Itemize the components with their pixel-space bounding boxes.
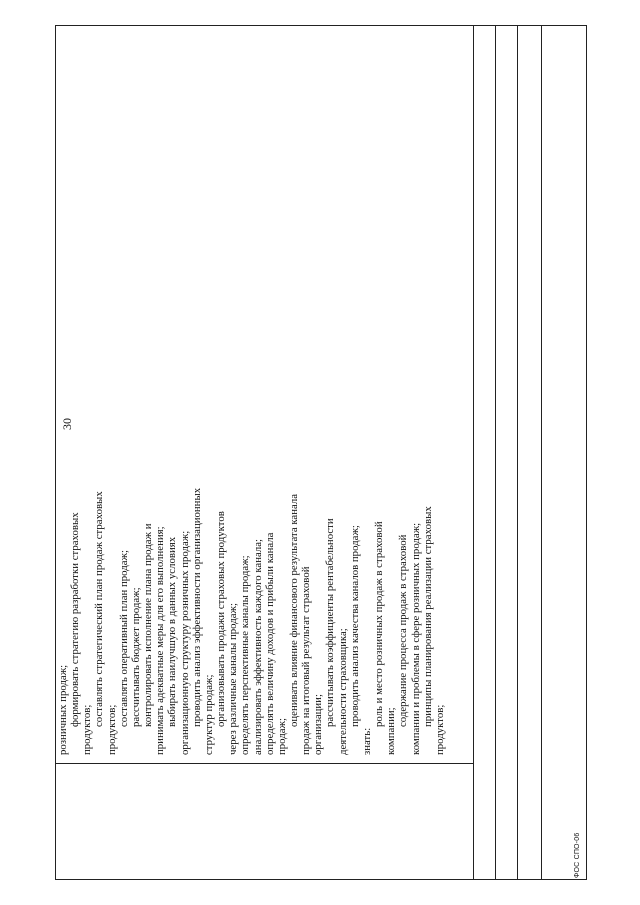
text-line: деятельности страховщика;	[336, 628, 349, 755]
skills-cell	[56, 26, 473, 764]
page-number: 30	[60, 418, 74, 430]
text-line: организации;	[312, 694, 325, 755]
text-line: розничных продаж;	[57, 664, 69, 755]
table-row	[542, 26, 586, 879]
text-line: структур продаж;	[202, 674, 215, 755]
rotated-page	[50, 25, 590, 880]
text-line: выбирать наилучшую в данных условиях	[166, 536, 179, 727]
text-line: продаж;	[275, 717, 288, 755]
text-line: определять перспективные каналы продаж;	[239, 555, 252, 755]
text-line: формировать стратегию разработки страховых	[69, 512, 82, 727]
text-line: организационную структуру розничных продаж;	[178, 530, 191, 755]
text-line: контролировать исполнение плана продаж и	[142, 523, 155, 727]
text-line: рассчитывать коэффициенты рентабельности	[324, 518, 337, 727]
text-line: проводить анализ эффективности организационных	[190, 487, 203, 727]
text-line: оценивать влияние финансового результата канала	[287, 493, 300, 727]
text-line: содержание процесса продаж в страховой	[397, 534, 410, 727]
text-line: продуктов;	[433, 704, 446, 755]
table-row	[518, 26, 542, 879]
text-line: продуктов;	[81, 704, 94, 755]
text-line: определять величину доходов и прибыли канала	[263, 532, 276, 755]
competence-table	[55, 25, 587, 880]
text-line: составлять оперативный план продаж;	[117, 550, 130, 727]
table-row	[496, 26, 518, 879]
text-line: компании;	[385, 707, 398, 755]
text-line: через различные каналы продаж;	[227, 603, 240, 755]
text-line: продаж на итоговый результат страховой	[300, 566, 313, 755]
text-line: принципы планирования реализации страховых	[421, 506, 434, 727]
text-line: организовывать продажи страховых продуктов	[215, 511, 228, 727]
table-row	[56, 26, 474, 879]
text-line: продуктов;	[105, 704, 118, 755]
text-line: анализировать эффективность каждого канала;	[251, 538, 264, 755]
text-line: роль и место розничных продаж в страховой	[373, 521, 386, 727]
text-line: компании и проблемы в сфере розничных продаж;	[409, 522, 422, 755]
text-line: составлять стратегический план продаж страховых	[93, 491, 106, 727]
text-line: проводить анализ качества каналов продаж;	[348, 525, 361, 727]
text-line: принимать адекватные меры для его выполнения;	[154, 526, 167, 755]
footer-code: ФОС СПО-06	[574, 832, 581, 878]
text-line: рассчитывать бюджет продаж;	[129, 587, 142, 727]
table-row	[474, 26, 496, 879]
text-line: знать:	[360, 727, 373, 755]
